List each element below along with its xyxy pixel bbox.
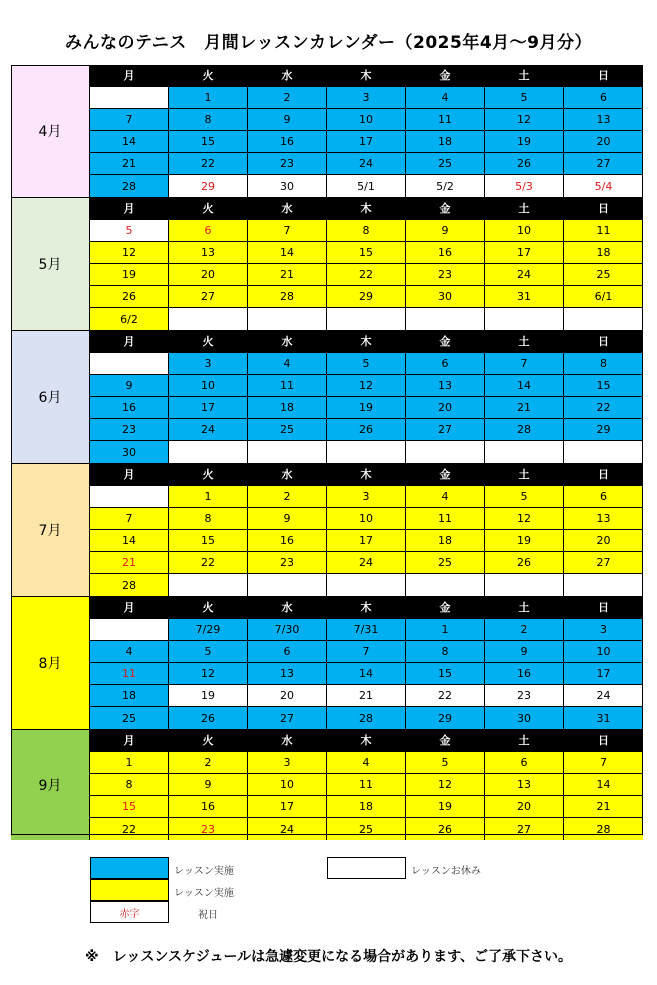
month-label: 7月 [11,464,90,596]
day-cell: 29 [406,707,485,729]
weekday-header: 水 [248,464,327,486]
day-cell [485,574,564,596]
day-cell: 26 [485,552,564,574]
weekday-header: 土 [485,730,564,752]
lesson-calendar [11,65,643,840]
weekday-header: 水 [248,331,327,353]
weekday-header: 水 [248,730,327,752]
day-cell: 16 [248,530,327,552]
day-cell: 28 [564,818,643,840]
legend-label-yellow: レッスン実施 [174,888,234,899]
day-cell: 6 [485,752,564,774]
legend-red-sample: 赤字 [119,908,140,920]
day-cell: 30 [485,707,564,729]
day-cell: 17 [327,131,406,153]
day-cell: 27 [248,707,327,729]
day-cell: 28 [327,707,406,729]
day-cell: 20 [564,131,643,153]
month-grid [90,597,643,729]
day-cell: 16 [485,663,564,685]
day-cell: 25 [248,419,327,441]
weekday-header: 土 [485,198,564,220]
day-cell: 9 [485,641,564,663]
day-cell: 21 [327,685,406,707]
day-cell: 6 [248,641,327,663]
day-cell: 1 [90,752,169,774]
day-cell: 26 [485,153,564,175]
day-cell: 26 [406,818,485,840]
day-cell: 1 [169,87,248,109]
month-label: 5月 [11,198,90,330]
day-cell: 27 [485,818,564,840]
weekday-header: 月 [90,65,169,87]
day-cell: 19 [90,264,169,286]
weekday-header: 金 [406,65,485,87]
day-cell: 7 [248,220,327,242]
day-cell: 13 [169,242,248,264]
month-grid [90,198,643,330]
day-cell [327,441,406,463]
day-cell [169,441,248,463]
day-cell: 28 [90,175,169,197]
day-cell: 5 [169,641,248,663]
day-cell: 25 [406,552,485,574]
day-cell: 24 [327,153,406,175]
day-cell: 23 [248,552,327,574]
day-cell: 29 [169,175,248,197]
day-cell: 1 [406,619,485,641]
page-title: みんなのテニス 月間レッスンカレンダー（2025年4月～9月分） [64,33,592,53]
day-cell: 25 [406,153,485,175]
day-cell: 5/4 [564,175,643,197]
day-cell: 17 [327,530,406,552]
day-cell: 6 [564,87,643,109]
day-cell: 14 [90,131,169,153]
day-cell: 12 [406,774,485,796]
day-cell: 30 [248,175,327,197]
day-cell: 3 [248,752,327,774]
day-cell: 9 [90,375,169,397]
day-cell: 15 [90,796,169,818]
day-cell: 26 [90,286,169,308]
weekday-header: 日 [564,730,643,752]
day-cell: 9 [406,220,485,242]
day-cell: 16 [169,796,248,818]
day-cell: 7 [327,641,406,663]
day-cell: 16 [248,131,327,153]
weekday-header: 火 [169,331,248,353]
month-block [11,464,643,597]
weekday-header: 月 [90,198,169,220]
weekday-header: 火 [169,597,248,619]
day-cell: 5/1 [327,175,406,197]
weekday-header: 金 [406,597,485,619]
day-cell: 19 [327,397,406,419]
day-cell: 4 [327,752,406,774]
day-cell [90,619,169,641]
day-cell: 19 [406,796,485,818]
day-cell: 23 [90,419,169,441]
day-cell [406,308,485,330]
day-cell: 11 [327,774,406,796]
day-cell: 10 [564,641,643,663]
day-cell: 8 [90,774,169,796]
day-cell: 30 [406,286,485,308]
day-cell: 12 [169,663,248,685]
day-cell: 23 [406,264,485,286]
day-cell: 25 [327,818,406,840]
day-cell: 4 [248,353,327,375]
day-cell: 5 [406,752,485,774]
day-cell: 10 [485,220,564,242]
weekday-header: 木 [327,730,406,752]
weekday-header: 日 [564,464,643,486]
day-cell: 10 [327,109,406,131]
day-cell: 8 [169,508,248,530]
day-cell: 6 [169,220,248,242]
day-cell: 17 [169,397,248,419]
day-cell [485,441,564,463]
month-grid [90,730,643,840]
weekday-header: 木 [327,331,406,353]
day-cell: 5 [485,87,564,109]
day-cell: 4 [406,87,485,109]
day-cell [90,87,169,109]
day-cell: 10 [248,774,327,796]
day-cell [90,353,169,375]
day-cell: 5/3 [485,175,564,197]
day-cell: 27 [406,419,485,441]
weekday-header: 金 [406,464,485,486]
day-cell: 26 [169,707,248,729]
day-cell: 29 [564,419,643,441]
day-cell: 24 [327,552,406,574]
weekday-header: 火 [169,65,248,87]
day-cell [90,486,169,508]
day-cell [564,308,643,330]
day-cell: 20 [169,264,248,286]
day-cell [485,308,564,330]
legend-label-blue: レッスン実施 [174,866,234,877]
weekday-header: 火 [169,464,248,486]
weekday-header: 月 [90,331,169,353]
month-grid [90,464,643,596]
day-cell: 3 [169,353,248,375]
day-cell: 13 [564,109,643,131]
day-cell: 22 [406,685,485,707]
day-cell: 22 [169,552,248,574]
day-cell: 8 [564,353,643,375]
day-cell: 19 [169,685,248,707]
day-cell [169,574,248,596]
day-cell: 6 [406,353,485,375]
weekday-header: 水 [248,597,327,619]
day-cell: 13 [406,375,485,397]
day-cell: 9 [169,774,248,796]
day-cell: 23 [485,685,564,707]
weekday-header: 火 [169,198,248,220]
day-cell: 6/1 [564,286,643,308]
day-cell: 18 [564,242,643,264]
day-cell: 11 [406,508,485,530]
weekday-header: 日 [564,198,643,220]
day-cell: 3 [327,87,406,109]
day-cell: 17 [564,663,643,685]
month-grid [90,65,643,197]
day-cell: 9 [248,508,327,530]
day-cell: 4 [90,641,169,663]
day-cell: 30 [90,441,169,463]
day-cell: 18 [248,397,327,419]
weekday-header: 日 [564,65,643,87]
weekday-header: 木 [327,65,406,87]
weekday-header: 日 [564,331,643,353]
day-cell: 29 [327,286,406,308]
month-block [11,198,643,331]
day-cell: 27 [169,286,248,308]
legend-swatch-yellow [90,879,169,901]
weekday-header: 水 [248,65,327,87]
day-cell: 24 [169,419,248,441]
day-cell: 7/29 [169,619,248,641]
day-cell: 22 [90,818,169,840]
day-cell: 21 [90,552,169,574]
weekday-header: 日 [564,597,643,619]
day-cell: 14 [327,663,406,685]
day-cell: 28 [248,286,327,308]
legend-label-holiday: 祝日 [198,910,218,921]
day-cell: 11 [90,663,169,685]
day-cell: 22 [327,264,406,286]
weekday-header: 土 [485,331,564,353]
day-cell: 2 [169,752,248,774]
day-cell: 7/31 [327,619,406,641]
month-block [11,65,643,198]
day-cell: 15 [406,663,485,685]
day-cell: 5/2 [406,175,485,197]
weekday-header: 金 [406,331,485,353]
day-cell: 21 [485,397,564,419]
day-cell: 25 [90,707,169,729]
day-cell: 24 [485,264,564,286]
day-cell: 24 [248,818,327,840]
day-cell: 14 [564,774,643,796]
day-cell: 11 [406,109,485,131]
weekday-header: 火 [169,730,248,752]
day-cell [327,574,406,596]
day-cell: 28 [90,574,169,596]
day-cell: 5 [90,220,169,242]
legend-swatch-blue [90,857,169,879]
day-cell: 7 [564,752,643,774]
day-cell [564,441,643,463]
month-label: 8月 [11,597,90,729]
day-cell: 12 [327,375,406,397]
day-cell: 2 [248,486,327,508]
month-grid [90,331,643,463]
day-cell: 13 [485,774,564,796]
day-cell: 27 [564,552,643,574]
day-cell [248,441,327,463]
month-block [11,730,643,840]
legend-swatch-white [327,857,406,879]
day-cell: 15 [564,375,643,397]
day-cell [248,308,327,330]
weekday-header: 木 [327,198,406,220]
day-cell: 20 [406,397,485,419]
weekday-header: 月 [90,597,169,619]
day-cell: 20 [248,685,327,707]
day-cell: 12 [485,508,564,530]
day-cell: 23 [169,818,248,840]
weekday-header: 木 [327,464,406,486]
day-cell: 18 [406,131,485,153]
day-cell: 6 [564,486,643,508]
day-cell: 5 [485,486,564,508]
day-cell: 24 [564,685,643,707]
day-cell: 8 [169,109,248,131]
day-cell: 17 [485,242,564,264]
day-cell: 31 [485,286,564,308]
day-cell: 14 [485,375,564,397]
day-cell: 1 [169,486,248,508]
day-cell: 2 [485,619,564,641]
day-cell [406,574,485,596]
day-cell: 25 [564,264,643,286]
weekday-header: 月 [90,730,169,752]
day-cell [169,308,248,330]
day-cell: 10 [169,375,248,397]
day-cell: 16 [406,242,485,264]
day-cell: 7/30 [248,619,327,641]
day-cell: 21 [564,796,643,818]
day-cell: 13 [564,508,643,530]
day-cell: 7 [90,109,169,131]
day-cell: 18 [406,530,485,552]
day-cell: 21 [90,153,169,175]
day-cell: 23 [248,153,327,175]
day-cell: 20 [564,530,643,552]
day-cell: 15 [169,530,248,552]
month-block [11,597,643,730]
day-cell: 27 [564,153,643,175]
day-cell: 18 [327,796,406,818]
day-cell: 8 [406,641,485,663]
day-cell: 3 [564,619,643,641]
month-label: 6月 [11,331,90,463]
day-cell: 7 [485,353,564,375]
day-cell: 16 [90,397,169,419]
day-cell: 18 [90,685,169,707]
day-cell: 4 [406,486,485,508]
day-cell: 6/2 [90,308,169,330]
day-cell: 22 [564,397,643,419]
day-cell: 3 [327,486,406,508]
day-cell [327,308,406,330]
day-cell: 12 [485,109,564,131]
day-cell: 26 [327,419,406,441]
day-cell: 21 [248,264,327,286]
day-cell [248,574,327,596]
day-cell: 31 [564,707,643,729]
month-label: 9月 [11,730,90,840]
day-cell: 28 [485,419,564,441]
day-cell: 15 [169,131,248,153]
day-cell: 11 [248,375,327,397]
day-cell: 10 [327,508,406,530]
day-cell [564,574,643,596]
day-cell: 12 [90,242,169,264]
day-cell: 14 [90,530,169,552]
day-cell: 17 [248,796,327,818]
weekday-header: 金 [406,730,485,752]
weekday-header: 金 [406,198,485,220]
month-block [11,331,643,464]
weekday-header: 土 [485,65,564,87]
day-cell: 19 [485,131,564,153]
legend-label-off: レッスンお休み [411,866,481,877]
day-cell: 15 [327,242,406,264]
day-cell [406,441,485,463]
weekday-header: 月 [90,464,169,486]
weekday-header: 土 [485,464,564,486]
day-cell: 14 [248,242,327,264]
weekday-header: 木 [327,597,406,619]
day-cell: 11 [564,220,643,242]
legend-swatch-red [90,901,169,923]
day-cell: 19 [485,530,564,552]
weekday-header: 土 [485,597,564,619]
day-cell: 7 [90,508,169,530]
day-cell: 13 [248,663,327,685]
weekday-header: 水 [248,198,327,220]
day-cell: 22 [169,153,248,175]
day-cell: 20 [485,796,564,818]
day-cell: 8 [327,220,406,242]
month-label: 4月 [11,65,90,197]
schedule-note: ※ レッスンスケジュールは急遽変更になる場合があります、ご了承下さい。 [84,949,573,965]
day-cell: 9 [248,109,327,131]
day-cell: 2 [248,87,327,109]
day-cell: 5 [327,353,406,375]
